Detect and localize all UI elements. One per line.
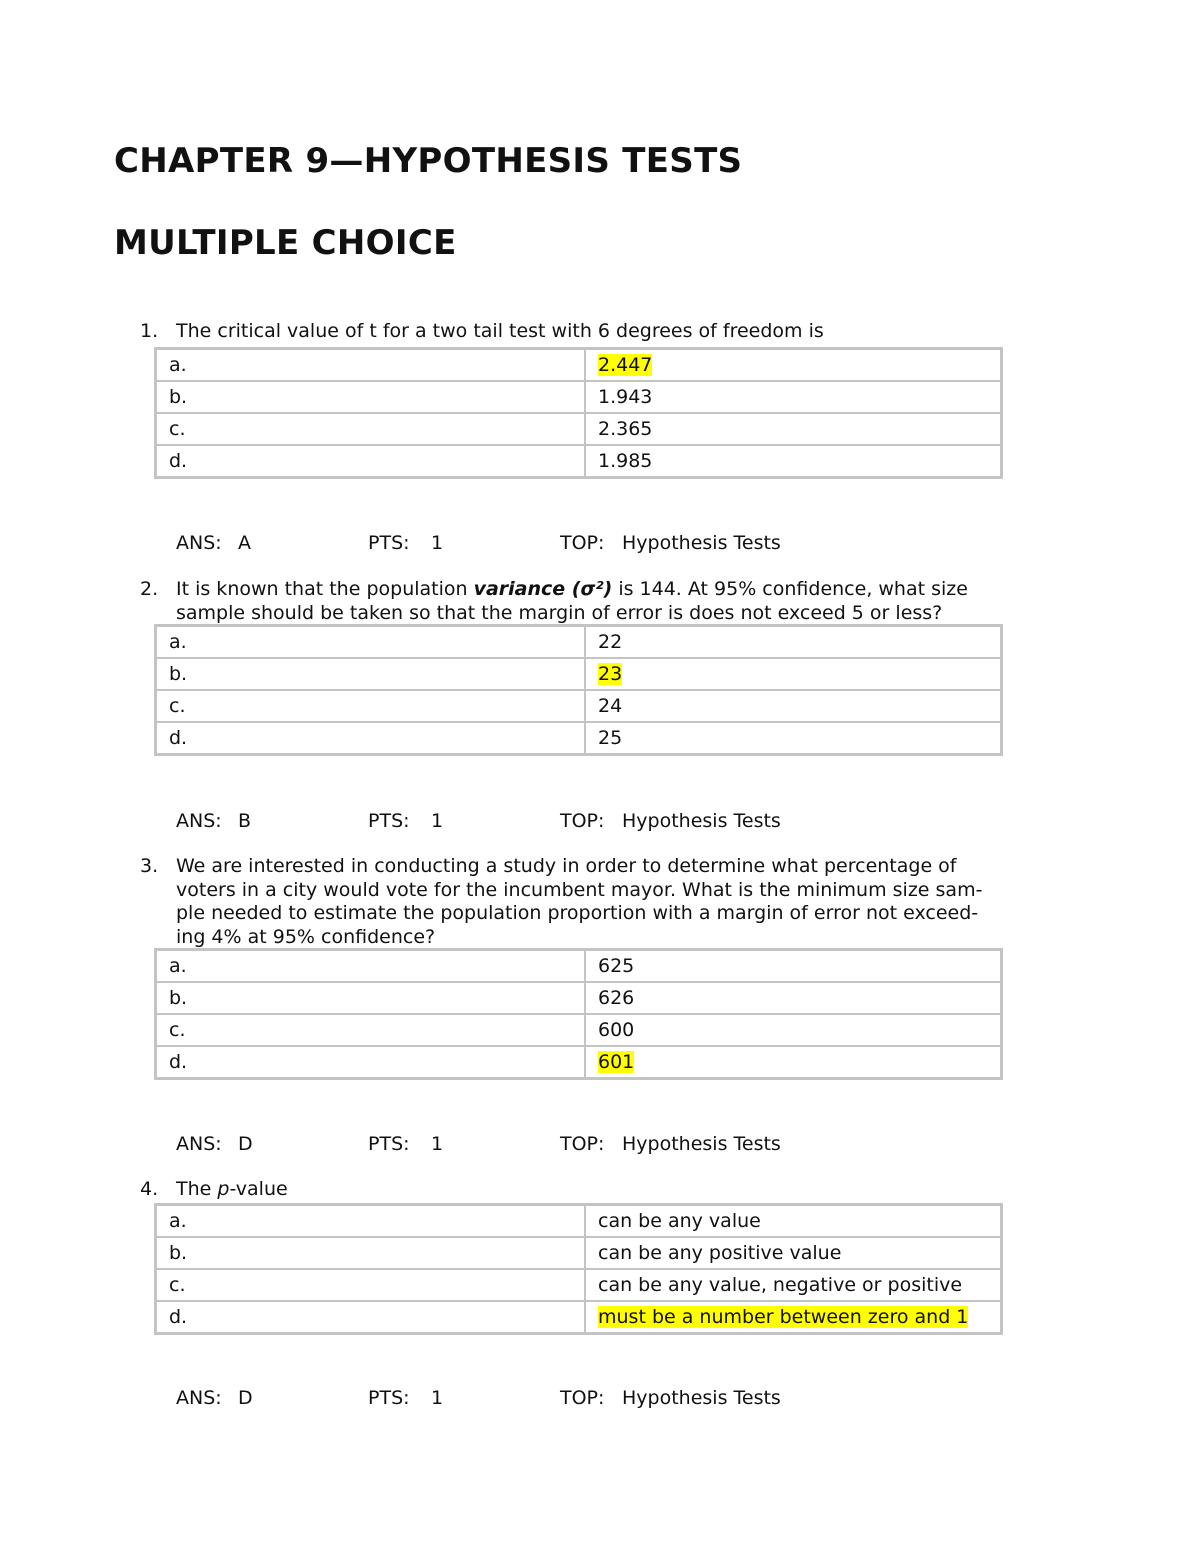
option-row: [156, 413, 1001, 445]
ans-value: D: [238, 1133, 253, 1155]
question-text-line: ple needed to estimate the population proportion with a margin of error not exceed-: [176, 902, 979, 924]
option-row: [156, 982, 1001, 1014]
ans-label: ANS:: [176, 810, 222, 832]
ans-label: ANS:: [176, 1387, 222, 1409]
option-letter: c.: [156, 413, 585, 445]
question-text-emphasis: p: [217, 1178, 230, 1200]
option-value-highlighted: must be a number between zero and 1: [598, 1306, 969, 1328]
option-value: 22: [598, 631, 623, 653]
option-letter: c.: [156, 1014, 585, 1046]
topic-label: TOP:: [560, 1133, 605, 1155]
option-letter: a.: [156, 1205, 585, 1237]
option-value-cell: [585, 722, 1001, 754]
option-value-cell: [585, 445, 1001, 477]
option-letter: d.: [156, 722, 585, 754]
option-value: 1.985: [598, 450, 653, 472]
option-letter: a.: [156, 626, 585, 658]
option-row: [156, 1046, 1001, 1078]
option-letter: c.: [156, 1269, 585, 1301]
option-value-cell: [585, 950, 1001, 982]
pts-label: PTS:: [368, 810, 410, 832]
option-letter: d.: [156, 1046, 585, 1078]
topic-value: Hypothesis Tests: [622, 1133, 781, 1155]
pts-label: PTS:: [368, 1133, 410, 1155]
question-text: [176, 855, 1026, 949]
option-value: 25: [598, 727, 623, 749]
option-value: 600: [598, 1019, 635, 1041]
option-value-cell: [585, 1301, 1001, 1333]
option-value: can be any value: [598, 1210, 761, 1232]
ans-label: ANS:: [176, 532, 222, 554]
option-value-highlighted: 2.447: [598, 354, 653, 376]
pts-value: 1: [431, 1133, 444, 1155]
option-letter: b.: [156, 1237, 585, 1269]
option-value-cell: [585, 413, 1001, 445]
question-number: 3.: [140, 855, 159, 877]
option-row: [156, 1269, 1001, 1301]
topic-value: Hypothesis Tests: [622, 1387, 781, 1409]
option-letter: a.: [156, 950, 585, 982]
options-table: [154, 1203, 1003, 1335]
option-row: [156, 381, 1001, 413]
pts-label: PTS:: [368, 1387, 410, 1409]
options-table: [154, 948, 1003, 1080]
question-text: [176, 578, 1006, 625]
options-table: [154, 347, 1003, 479]
topic-label: TOP:: [560, 810, 605, 832]
question-text: The critical value of t for a two tail test with 6 degrees of freedom is: [176, 320, 824, 342]
ans-value: D: [238, 1387, 253, 1409]
pts-value: 1: [431, 810, 444, 832]
option-value-cell: [585, 1046, 1001, 1078]
option-value: 626: [598, 987, 635, 1009]
question-text-line: We are interested in conducting a study in order to determine what percentage of: [176, 855, 957, 877]
option-value-cell: [585, 1014, 1001, 1046]
topic-label: TOP:: [560, 532, 605, 554]
option-value: 24: [598, 695, 623, 717]
option-letter: b.: [156, 982, 585, 1014]
ans-value: B: [238, 810, 252, 832]
option-row: [156, 950, 1001, 982]
question-text-line: ing 4% at 95% confidence?: [176, 925, 436, 948]
question-text-end: is 144. At 95% confidence, what size sample should be taken so that the margin of error is does not exceed 5 or less?: [176, 578, 968, 624]
topic-label: TOP:: [560, 1387, 605, 1409]
option-row: [156, 1205, 1001, 1237]
option-letter: c.: [156, 690, 585, 722]
option-value-cell: [585, 982, 1001, 1014]
option-row: [156, 690, 1001, 722]
chapter-title: CHAPTER 9—HYPOTHESIS TESTS: [114, 141, 743, 181]
option-row: [156, 349, 1001, 381]
option-letter: b.: [156, 381, 585, 413]
question-text-line: voters in a city would vote for the incumbent mayor. What is the minimum size sam-: [176, 878, 983, 901]
ans-label: ANS:: [176, 1133, 222, 1155]
question-text-emphasis: variance (σ²): [473, 578, 613, 600]
option-value-cell: [585, 349, 1001, 381]
ans-value: A: [238, 532, 251, 554]
option-value: 625: [598, 955, 635, 977]
question-text-start: The: [176, 1178, 218, 1200]
question-text: [176, 1178, 1026, 1202]
question-number: 1.: [140, 320, 159, 342]
option-value-cell: [585, 658, 1001, 690]
option-value-cell: [585, 690, 1001, 722]
option-letter: d.: [156, 1301, 585, 1333]
option-value: can be any value, negative or positive: [598, 1274, 963, 1296]
option-value-highlighted: 23: [598, 663, 623, 685]
topic-value: Hypothesis Tests: [622, 810, 781, 832]
topic-value: Hypothesis Tests: [622, 532, 781, 554]
question-text-end: -value: [229, 1178, 288, 1200]
option-value-highlighted: 601: [598, 1051, 635, 1073]
option-row: [156, 626, 1001, 658]
option-row: [156, 658, 1001, 690]
option-row: [156, 1301, 1001, 1333]
pts-value: 1: [431, 532, 444, 554]
option-value: 2.365: [598, 418, 653, 440]
option-value-cell: [585, 1205, 1001, 1237]
option-value-cell: [585, 381, 1001, 413]
option-letter: b.: [156, 658, 585, 690]
question-number: 4.: [140, 1178, 159, 1200]
option-letter: a.: [156, 349, 585, 381]
options-table: [154, 624, 1003, 756]
option-value-cell: [585, 1269, 1001, 1301]
section-title: MULTIPLE CHOICE: [114, 223, 457, 263]
option-row: [156, 1237, 1001, 1269]
option-row: [156, 1014, 1001, 1046]
option-letter: d.: [156, 445, 585, 477]
question-text-start: It is known that the population: [176, 578, 474, 600]
option-value-cell: [585, 1237, 1001, 1269]
option-value: can be any positive value: [598, 1242, 842, 1264]
option-row: [156, 722, 1001, 754]
option-row: [156, 445, 1001, 477]
pts-label: PTS:: [368, 532, 410, 554]
pts-value: 1: [431, 1387, 444, 1409]
question-number: 2.: [140, 578, 159, 600]
option-value: 1.943: [598, 386, 653, 408]
option-value-cell: [585, 626, 1001, 658]
